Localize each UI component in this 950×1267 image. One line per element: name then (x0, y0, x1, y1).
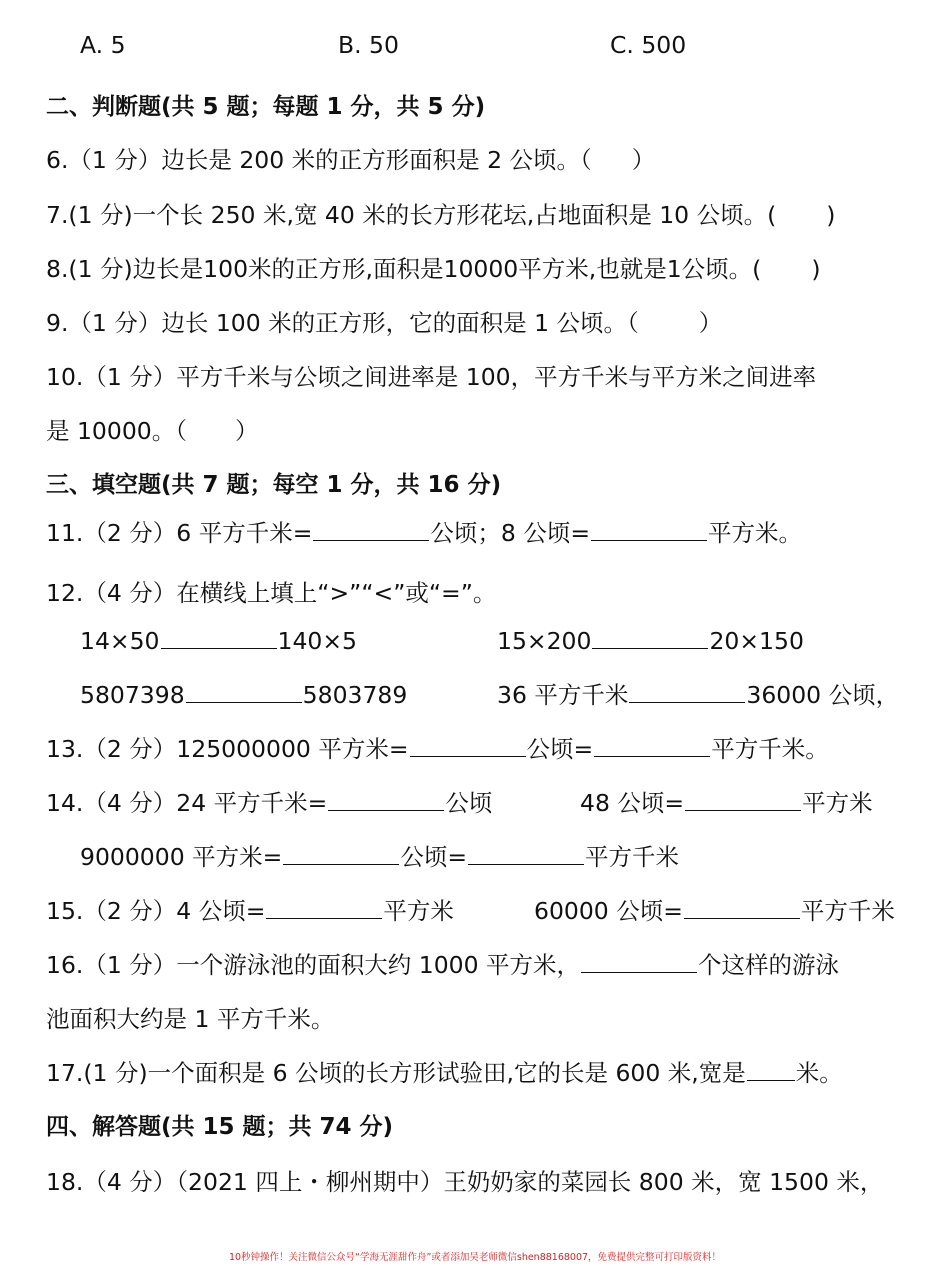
question-9-paren-close: ） (698, 309, 723, 337)
question-14-line-2 (80, 842, 679, 872)
question-15-part-a: 15.（2 分）4 公顷= (46, 897, 266, 925)
question-10-text: 是 10000。（ (46, 417, 187, 445)
answer-blank[interactable] (629, 682, 745, 703)
question-7-text: 7.(1 分)一个长 250 米,宽 40 米的长方形花坛,占地面积是 10 公顷。( (46, 201, 777, 229)
option-c: C. 500 (610, 31, 687, 59)
question-6-text: 6.（1 分）边长是 200 米的正方形面积是 2 公顷。（ (46, 146, 592, 174)
question-9 (46, 308, 722, 338)
question-17 (46, 1058, 843, 1088)
question-8-paren-close: ) (811, 255, 821, 283)
question-14-line-1 (46, 788, 492, 818)
answer-blank[interactable] (266, 898, 382, 919)
question-11-part-b: 公顷；8 公顷= (430, 519, 591, 547)
answer-blank[interactable] (328, 790, 444, 811)
question-16-line-2: 池面积大约是 1 平方千米。 (46, 1005, 335, 1033)
answer-blank[interactable] (591, 520, 707, 541)
section-4-title: 四、解答题(共 15 题；共 74 分) (46, 1114, 394, 1140)
answer-blank[interactable] (684, 898, 800, 919)
question-8 (46, 254, 821, 284)
question-14-part-d: 平方米 (802, 789, 873, 817)
section-2-title: 二、判断题(共 5 题；每题 1 分，共 5 分) (46, 94, 486, 120)
question-11-part-a: 11.（2 分）6 平方千米= (46, 519, 313, 547)
question-14-part-f: 公顷= (400, 843, 468, 871)
compare-left: 15×200 (497, 627, 592, 655)
question-6 (46, 145, 655, 175)
question-10-line-1: 10.（1 分）平方千米与公顷之间进率是 100，平方千米与平方米之间进率 (46, 363, 817, 391)
promo-footer: 10秒钟操作！关注微信公众号“学海无涯甜作舟”或者添加吴老师微信shen88168007，免费提供完整可打印版资料！ (228, 1252, 722, 1263)
answer-blank[interactable] (410, 736, 526, 757)
compare-row-2a (80, 680, 407, 710)
question-8-text: 8.(1 分)边长是100米的正方形,面积是10000平方米,也就是1公顷。( (46, 255, 762, 283)
question-14-part-c: 48 公顷= (580, 789, 685, 817)
compare-left: 14×50 (80, 627, 160, 655)
question-16-part-b: 个这样的游泳 (698, 951, 840, 979)
question-14-part-b: 公顷 (445, 789, 493, 817)
answer-blank[interactable] (468, 844, 584, 865)
question-13-part-a: 13.（2 分）125000000 平方米= (46, 735, 409, 763)
option-b: B. 50 (338, 31, 399, 59)
question-18: 18.（4 分）（2021 四上・柳州期中）王奶奶家的菜园长 800 米，宽 1500 米， (46, 1168, 884, 1196)
compare-right: 140×5 (277, 627, 357, 655)
answer-blank[interactable] (283, 844, 399, 865)
compare-left: 36 平方千米 (497, 681, 629, 709)
question-7 (46, 200, 835, 230)
question-13-part-c: 平方千米。 (711, 735, 829, 763)
answer-blank[interactable] (313, 520, 429, 541)
question-14-part-g: 平方千米 (585, 843, 680, 871)
answer-blank[interactable] (161, 628, 277, 649)
question-14-part-a: 14.（4 分）24 平方千米= (46, 789, 328, 817)
compare-left: 5807398 (80, 681, 185, 709)
question-15-part-d: 平方千米 (800, 897, 895, 925)
compare-row-2b (497, 680, 899, 710)
question-12: 12.（4 分）在横线上填上“>”“<”或“=”。 (46, 579, 497, 607)
question-10-line-2 (46, 416, 258, 446)
section-3-title: 三、填空题(共 7 题；每空 1 分，共 16 分) (46, 472, 502, 498)
answer-blank[interactable] (592, 628, 708, 649)
question-13-part-b: 公顷= (526, 735, 594, 763)
answer-blank[interactable] (685, 790, 801, 811)
answer-blank[interactable] (186, 682, 302, 703)
question-10-paren-close: ） (234, 417, 259, 445)
question-6-paren-close: ） (631, 146, 656, 174)
question-7-paren-close: ) (826, 201, 836, 229)
compare-right: 36000 公顷， (746, 681, 900, 709)
question-14-part-e: 9000000 平方米= (80, 843, 283, 871)
question-15-right (534, 896, 895, 926)
question-13 (46, 734, 829, 764)
question-16-line-1 (46, 950, 839, 980)
answer-blank[interactable] (594, 736, 710, 757)
question-15-part-b: 平方米 (383, 897, 454, 925)
answer-blank[interactable] (581, 952, 697, 973)
question-15-part-c: 60000 公顷= (534, 897, 683, 925)
question-17-part-b: 米。 (795, 1059, 843, 1087)
question-14-line-1b (580, 788, 873, 818)
question-11-part-c: 平方米。 (708, 519, 803, 547)
answer-blank[interactable] (747, 1060, 795, 1081)
question-16-part-a: 16.（1 分）一个游泳池的面积大约 1000 平方米， (46, 951, 581, 979)
compare-right: 20×150 (709, 627, 804, 655)
question-17-part-a: 17.(1 分)一个面积是 6 公顷的长方形试验田,它的长是 600 米,宽是 (46, 1059, 746, 1087)
question-11 (46, 518, 802, 548)
compare-row-1b (497, 626, 804, 656)
compare-right: 5803789 (302, 681, 408, 709)
option-a: A. 5 (80, 31, 126, 59)
question-9-text: 9.（1 分）边长 100 米的正方形，它的面积是 1 公顷。（ (46, 309, 639, 337)
question-15 (46, 896, 454, 926)
compare-row-1a (80, 626, 357, 656)
